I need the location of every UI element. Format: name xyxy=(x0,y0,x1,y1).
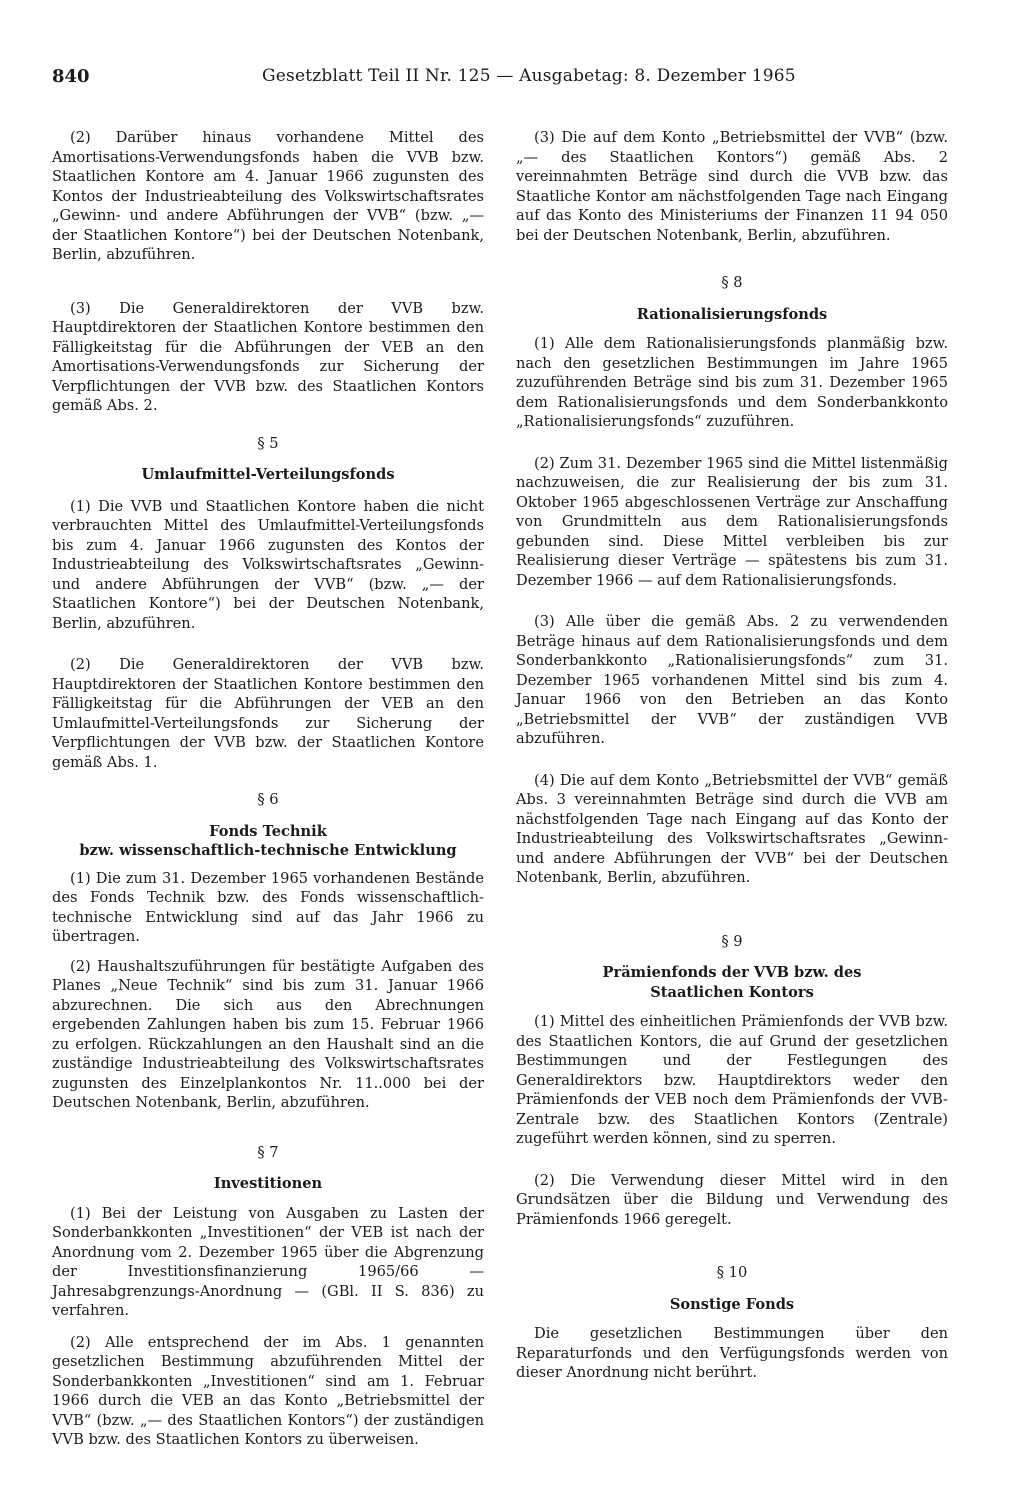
paragraph: (1) Bei der Leistung von Ausgaben zu Lasten der Sonderbankkonten „Investitionen“ der VEB ist nach der Anordnung vom 2. Dezember 1965 über die Abgrenzung der Investitionsfinanzierung 1965/66 — Jahresabgrenzungs-Anordnung — (GBl. II S. 836) zu verfahren. xyxy=(52,1204,484,1319)
paragraph: (2) Die Verwendung dieser Mittel wird in den Grundsätzen über die Bildung und Verwendung des Prämienfonds 1966 geregelt. xyxy=(516,1171,948,1228)
paragraph: (1) Die zum 31. Dezember 1965 vorhandenen Bestände des Fonds Technik bzw. des Fonds wissenschaftlich-technische Entwicklung sind auf das Jahr 1966 zu übertragen. xyxy=(52,869,484,945)
section-title: Umlaufmittel-Verteilungsfonds xyxy=(141,466,395,483)
paragraph: Die gesetzlichen Bestimmungen über den Reparaturfonds und den Verfügungsfonds werden von dieser Anordnung nicht berührt. xyxy=(516,1325,948,1381)
gazette-header-title: Gesetzblatt Teil II Nr. 125 — Ausgabetag: 8. Dezember 1965 xyxy=(262,66,796,86)
section-title: Sonstige Fonds xyxy=(669,1295,795,1313)
paragraph: (1) Alle dem Rationalisierungsfonds planmäßig bzw. nach den gesetzlichen Bestimmungen im Jahre 1965 zuzuführenden Beträge sind bis zum 31. Dezember 1965 dem Rationalisierungsfonds und dem Sonderbankkonto „Rationalisierungsfonds“ zuzuführen. xyxy=(516,335,948,430)
paragraph: (1) Mittel des einheitlichen Prämienfonds der VVB bzw. des Staatlichen Kontors, die auf Grund der gesetzlichen Bestimmungen und der Festlegungen des Generaldirektors bzw. Hauptdirektors weder den Prämienfonds der VEB noch dem Prämienfonds der VVB-Zentrale bzw. des Staatlichen Kontors (Zentrale) zugeführt werden können, sind zu sperren. xyxy=(516,1013,948,1147)
paragraph: (1) Die VVB und Staatlichen Kontore haben die nicht verbrauchten Mittel des Umlaufmittel-Verteilungsfonds bis zum 4. Januar 1966 zugunsten des Kontos der Industrieabteilung des Volkswirtschaftsrates „Gewinn- und andere Abführungen der VVB“ (bzw. „— der Staatlichen Kontore“) bei der Deutschen Notenbank, Berlin, abzuführen. xyxy=(52,497,484,632)
paragraph: (3) Alle über die gemäß Abs. 2 zu verwendenden Beträge hinaus auf dem Rationalisierungsfonds und dem Sonderbankkonto „Rationalisierungsfonds“ zum 31. Dezember 1965 vorhandenen Mittel sind bis zum 4. Januar 1966 von den Betrieben an das Konto „Betriebsmittel der VVB“ der zuständigen VVB abzuführen. xyxy=(516,613,948,747)
left-column xyxy=(52,128,484,1450)
section-title: Rationalisierungsfonds xyxy=(636,305,828,323)
section-title: Fonds Technik xyxy=(209,822,327,840)
paragraph: (2) Alle entsprechend der im Abs. 1 genannten gesetzlichen Bestimmung abzuführenden Mittel der Sonderbankkonten „Investitionen“ sind am 1. Februar 1966 durch die VEB an das Konto „Betriebsmittel der VVB“ (bzw. „— des Staatlichen Kontors“) der zuständigen VVB bzw. des Staatlichen Kontors zu überweisen. xyxy=(52,1333,484,1448)
section-title: Staatlichen Kontors xyxy=(650,983,814,1001)
paragraph: (2) Darüber hinaus vorhandene Mittel des Amortisations-Verwendungsfonds haben die VVB bzw. Staatlichen Kontore am 4. Januar 1966 zugunsten des Kontos der Industrieabteilung des Volkswirtschaftsrates „Gewinn- und andere Abführungen der VVB“ (bzw. „— der Staatlichen Kontore“) bei der Deutschen Notenbank, Berlin, abzuführen. xyxy=(52,129,484,263)
section-number: § 6 xyxy=(257,791,279,808)
paragraph: (3) Die Generaldirektoren der VVB bzw. Hauptdirektoren der Staatlichen Kontore bestimmen den Fälligkeitstag für die Abführungen der VEB an den Amortisations-Verwendungsfonds zur Sicherung der Verpflichtungen der VVB bzw. des Staatlichen Kontors gemäß Abs. 2. xyxy=(52,299,484,414)
section-number: § 8 xyxy=(721,274,743,291)
section-title: Prämienfonds der VVB bzw. des xyxy=(602,964,862,981)
paragraph: (2) Die Generaldirektoren der VVB bzw. Hauptdirektoren der Staatlichen Kontore bestimmen den Fälligkeitstag für die Abführungen der VEB an den Umlaufmittel-Verteilungsfonds zur Sicherung der Verpflichtungen der VVB bzw. der Staatlichen Kontore gemäß Abs. 1. xyxy=(52,656,484,771)
paragraph: (3) Die auf dem Konto „Betriebsmittel der VVB“ (bzw. „— des Staatlichen Kontors“) gemäß Abs. 2 vereinnahmten Beträge sind durch die VVB bzw. das Staatliche Kontor am nächstfolgenden Tage nach Eingang auf das Konto des Ministeriums der Finanzen 11 94 050 bei der Deutschen Notenbank, Berlin, abzuführen. xyxy=(516,129,948,244)
section-number: § 10 xyxy=(716,1264,748,1281)
paragraph: (4) Die auf dem Konto „Betriebsmittel der VVB“ gemäß Abs. 3 vereinnahmten Beträge sind durch die VVB am nächstfolgenden Tage nach Eingang auf das Konto der Industrieabteilung des Volkswirtschaftsrates „Gewinn- und andere Abführungen der VVB“ bei der Deutschen Notenbank, Berlin, abzuführen. xyxy=(516,771,948,886)
section-title: bzw. wissenschaftlich-technische Entwicklung xyxy=(79,842,457,859)
paragraph: (2) Zum 31. Dezember 1965 sind die Mittel listenmäßig nachzuweisen, die zur Realisierung der bis zum 31. Oktober 1965 abgeschlossenen Verträge zur Anschaffung von Grundmitteln aus dem Rationalisierungsfonds gebunden sind. Diese Mittel verbleiben bis zur Realisierung dieser Verträge — spätestens bis zum 31. Dezember 1966 — auf dem Rationalisierungsfonds. xyxy=(516,454,948,589)
right-column xyxy=(516,128,948,1383)
section-title: Investitionen xyxy=(213,1175,323,1192)
section-number: § 9 xyxy=(721,932,743,950)
page-header xyxy=(52,66,952,92)
section-number: § 7 xyxy=(257,1143,279,1161)
page-number: 840 xyxy=(52,66,90,87)
section-number: § 5 xyxy=(257,434,279,452)
paragraph: (2) Haushaltszuführungen für bestätigte Aufgaben des Planes „Neue Technik“ sind bis zum 31. Januar 1966 abzurechnen. Die sich aus den Abrechnungen ergebenden Zahlungen haben bis zum 15. Februar 1966 zu erfolgen. Rückzahlungen an den Haushalt sind an die zuständige Industrieabteilung des Volkswirtschaftsrates zugunsten des Einzelplankontos Nr. 11..000 bei der Deutschen Notenbank, Berlin, abzuführen. xyxy=(52,957,484,1111)
